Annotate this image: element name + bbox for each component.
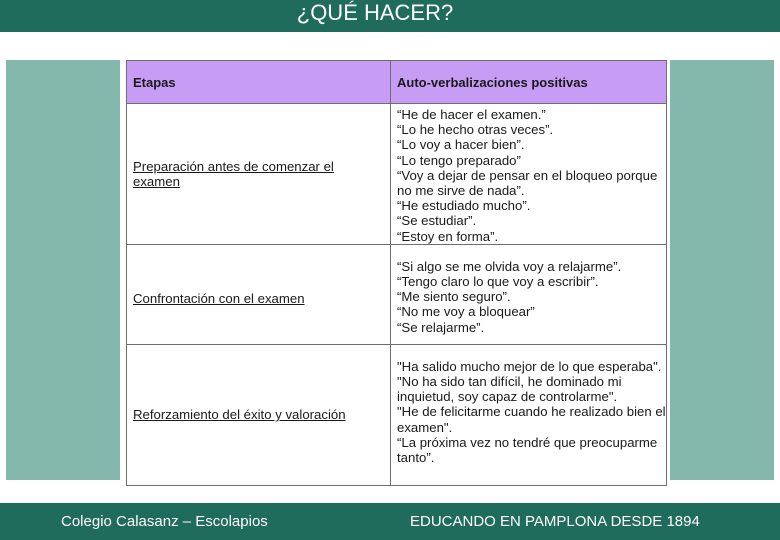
phrase: "Ha salido mucho mejor de lo que esperaba". [397,358,662,374]
phrase: “Lo tengo preparado” [397,152,521,168]
stage-cell: Reforzamiento del éxito y valoración [127,344,391,485]
stages-table-container [126,60,667,486]
table-row [127,104,667,245]
table-row [127,244,667,344]
phrases-cell [391,344,667,485]
stages-table [126,60,667,486]
phrase: “Tengo claro lo que voy a escribir”. [397,274,599,290]
column-header-phrases: Auto-verbalizaciones positivas [391,61,667,104]
phrases-cell [391,244,667,344]
table-header-row [127,61,667,104]
slide-title: ¿QUÉ HACER? [296,0,454,25]
phrase: “No me voy a bloquear” [397,304,535,320]
right-side-panel [670,60,774,480]
left-side-panel [6,60,120,480]
phrase: “Me siento seguro”. [397,289,511,305]
footer-school-name: Colegio Calasanz – Escolapios [61,513,268,530]
phrase: “Si algo se me olvida voy a relajarme”. [397,258,622,274]
column-header-stages: Etapas [127,61,391,104]
stage-cell: Confrontación con el examen [127,244,391,344]
phrase: “Estoy en forma”. [397,228,499,244]
phrase: “He de hacer el examen.” [397,107,546,122]
phrases-cell [391,104,667,245]
phrase: “La próxima vez no tendré que preocuparme tanto”. [397,434,658,466]
phrase: “Lo he hecho otras veces”. [397,122,554,138]
phrase: “Se estudiar”. [397,213,477,229]
footer-motto: EDUCANDO EN PAMPLONA DESDE 1894 [410,513,700,530]
stage-cell: Preparación antes de comenzar el examen [127,104,391,245]
phrase: "No ha sido tan difícil, he dominado mi inquietud, soy capaz de controlarme". [397,374,622,405]
phrase: “Se relajarme”. [397,319,485,335]
phrase: "He de felicitarme cuando he realizado bien el examen". [397,404,666,435]
table-row [127,344,667,485]
phrase: “Lo voy a hacer bien”. [397,137,525,153]
phrase: “He estudiado mucho”. [397,198,531,214]
phrase: “Voy a dejar de pensar en el bloqueo porque no me sirve de nada”. [397,167,658,199]
